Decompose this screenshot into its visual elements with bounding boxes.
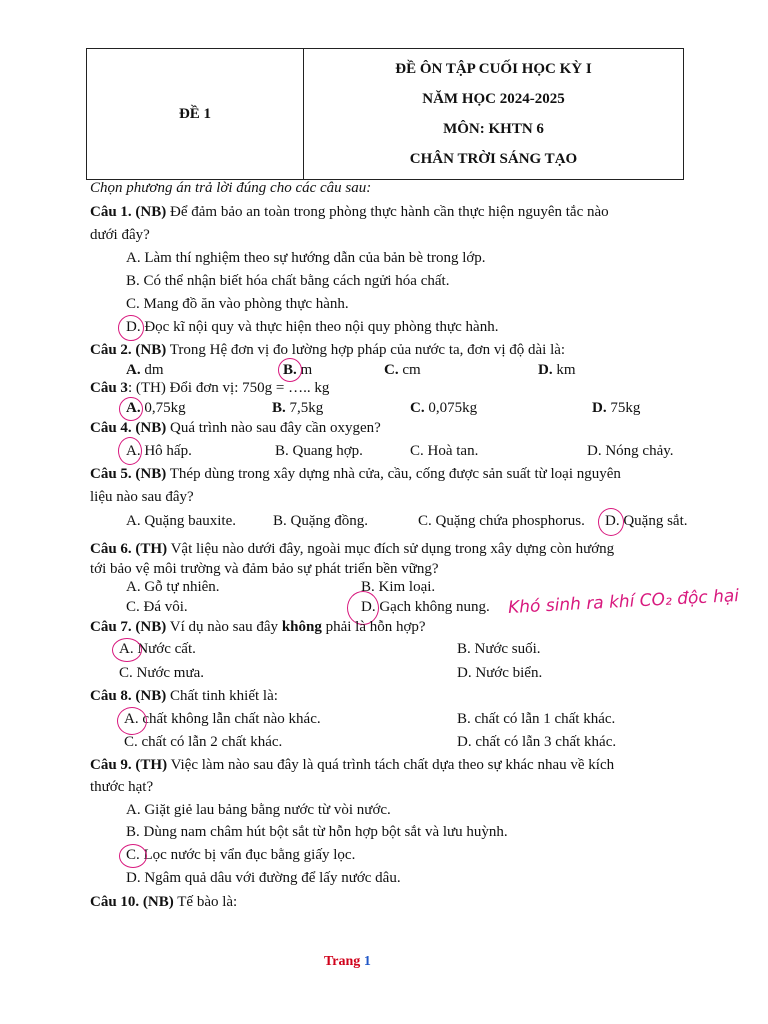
page-footer [324,954,371,970]
question-10 [90,894,237,911]
q4-option-d: D. Nóng chảy. [587,443,674,459]
q9-option-d: D. Ngâm quả dâu với đường để lấy nước dâu. [126,870,401,886]
subject: MÔN: KHTN 6 [443,121,544,137]
answer-circle [112,638,142,662]
q5-option-d: D. Quặng sắt. [605,513,688,529]
q3-option-b: B. 7,5kg [272,400,324,416]
exam-title-block [304,49,683,179]
q3-option-d: D. 75kg [592,400,641,416]
answer-circle [598,508,624,536]
question-9 [90,757,614,774]
q4-option-c: C. Hoà tan. [410,443,479,459]
handwritten-note: Khó sinh ra khí CO₂ độc hại [507,585,740,619]
question-7: Câu 7. (NB) Ví dụ nào sau đây không phải là hỗn hợp? [90,619,426,635]
question-text: Để đảm bảo an toàn trong phòng thực hành cần thực hiện nguyên tắc nào [166,204,609,220]
q3-option-c: C. 0,075kg [410,400,478,416]
question-3 [90,380,329,397]
q1-option-d: D. Đọc kĩ nội quy và thực hiện theo nội quy phòng thực hành. [126,319,499,335]
question-label: Câu 4. (NB) [90,420,167,436]
question-text: : (TH) Đổi đơn vị: 750g = ….. kg [127,380,330,396]
q6-option-a: A. Gỗ tự nhiên. [126,579,220,595]
question-label: Câu 6. (TH) [90,541,168,557]
q7-option-d: D. Nước biển. [457,665,543,681]
question-4 [90,420,381,437]
question-label: Câu 10. (NB) [90,894,174,910]
answer-circle [119,844,147,868]
question-6 [90,541,614,558]
exam-title: ĐỀ ÔN TẬP CUỐI HỌC KỲ I [395,61,592,77]
question-text: Thép dùng trong xây dựng nhà cửa, cầu, cống được sản suất từ loại nguyên [166,466,621,482]
q4-option-a: A. Hô hấp. [126,443,192,459]
question-label: Câu 3 [90,380,128,396]
q4-option-b: B. Quang hợp. [275,443,363,459]
q5-option-a: A. Quặng bauxite. [126,513,236,529]
q1-option-a: A. Làm thí nghiệm theo sự hướng dẫn của bản bè trong lớp. [126,250,486,266]
question-6-cont: tới bảo vệ môi trường và đảm bảo sự phát triển bền vững? [90,561,439,577]
question-text: Tế bào là: [173,894,238,910]
q6-option-b: B. Kim loại. [361,579,436,595]
question-text: Trong Hệ đơn vị đo lường hợp pháp của nước ta, đơn vị độ dài là: [166,342,566,358]
question-1 [90,204,609,221]
q2-option-a: A. dm [126,362,164,378]
q6-option-c: C. Đá vôi. [126,599,188,615]
question-8 [90,688,278,705]
answer-circle [117,707,147,735]
question-text: Quá trình nào sau đây cần oxygen? [166,420,381,436]
instruction: Chọn phương án trả lời đúng cho các câu sau: [90,180,372,196]
q5-option-b: B. Quặng đồng. [273,513,368,529]
q9-option-b: B. Dùng nam châm hút bột sắt từ hỗn hợp bột sắt và lưu huỳnh. [126,824,508,840]
question-2 [90,342,565,359]
q8-option-d: D. chất có lẫn 3 chất khác. [457,734,617,750]
answer-circle [118,437,142,465]
question-text: Vật liệu nào dưới đây, ngoài mục đích sử dụng trong xây dựng còn hướng [167,541,615,557]
q7-option-c: C. Nước mưa. [119,665,205,681]
q3-option-a: A. 0,75kg [126,400,186,416]
q9-option-a: A. Giặt giẻ lau bảng bằng nước từ vòi nước. [126,802,391,818]
textbook-series: CHÂN TRỜI SÁNG TẠO [409,151,578,167]
question-label: Câu 1. (NB) [90,204,167,220]
q1-option-c: C. Mang đồ ăn vào phòng thực hành. [126,296,349,312]
answer-circle [119,397,143,421]
question-5-cont: liệu nào sau đây? [90,489,194,505]
q1-option-b: B. Có thể nhận biết hóa chất bằng cách ngửi hóa chất. [126,273,450,289]
q2-option-d: D. km [538,362,576,378]
question-text: Việc làm nào sau đây là quá trình tách chất dựa theo sự khác nhau về kích [167,757,615,773]
q2-option-b: B. m [283,362,313,378]
question-label: Câu 5. (NB) [90,466,167,482]
answer-circle [118,315,144,341]
question-label: Câu 7. (NB) [90,619,167,635]
question-label: Câu 9. (TH) [90,757,168,773]
q5-option-c: C. Quặng chứa phosphorus. [418,513,585,529]
page-number: 1 [363,954,371,969]
exam-number: ĐỀ 1 [87,49,304,179]
q7-option-a: A. Nước cất. [119,641,196,657]
question-text: Chất tinh khiết là: [166,688,278,704]
question-1-cont: dưới đây? [90,227,150,243]
question-5 [90,466,621,483]
q6-option-d: D. Gạch không nung. [361,599,490,615]
q8-option-c: C. chất có lẫn 2 chất khác. [124,734,283,750]
q2-option-c: C. cm [384,362,421,378]
q7-option-b: B. Nước suối. [457,641,541,657]
q8-option-b: B. chất có lẫn 1 chất khác. [457,711,616,727]
school-year: NĂM HỌC 2024-2025 [422,91,565,107]
answer-circle [278,358,302,382]
q9-option-c: C. Lọc nước bị vẩn đục bằng giấy lọc. [126,847,356,863]
question-9-cont: thước hạt? [90,779,154,795]
question-label: Câu 8. (NB) [90,688,167,704]
q8-option-a: A. chất không lẫn chất nào khác. [124,711,321,727]
question-label: Câu 2. (NB) [90,342,167,358]
header-table [86,48,684,180]
page-word: Trang [324,954,361,969]
